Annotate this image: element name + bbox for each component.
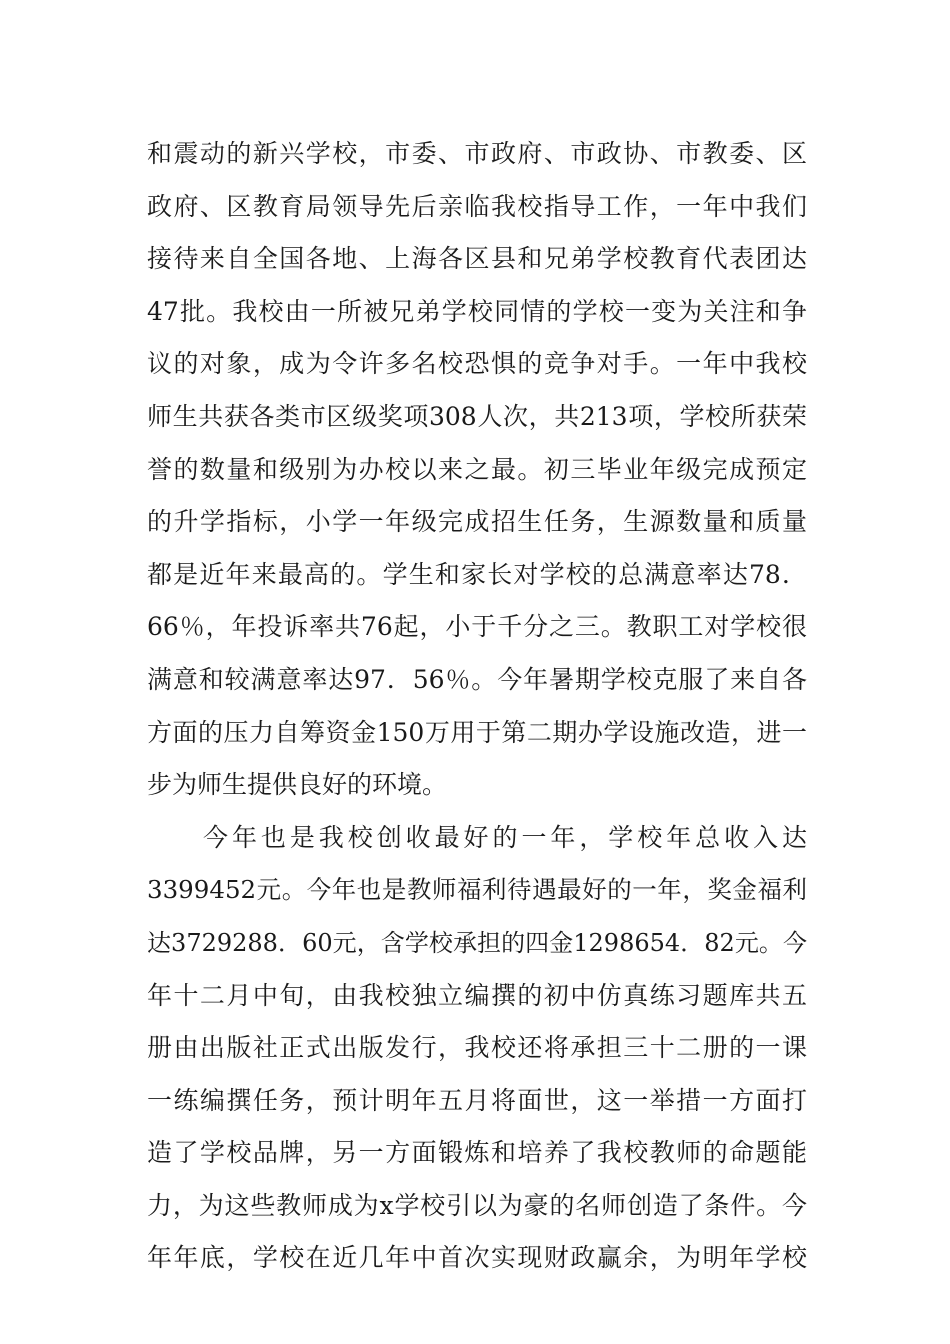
text-line: 力，为这些教师成为x学校引以为豪的名师创造了条件。今 — [147, 1190, 807, 1220]
text-line: 议的对象，成为令许多名校恐惧的竞争对手。一年中我校 — [147, 349, 807, 379]
text-line: 誉的数量和级别为办校以来之最。初三毕业年级完成预定 — [147, 454, 807, 484]
text-line: 步为师生提供良好的环境。 — [147, 770, 448, 800]
text-line: 一练编撰任务，预计明年五月将面世，这一举措一方面打 — [147, 1085, 807, 1115]
text-line: 年十二月中旬，由我校独立编撰的初中仿真练习题库共五 — [147, 980, 807, 1010]
text-line: 师生共获各类市区级奖项308人次，共213项，学校所获荣 — [147, 401, 807, 431]
text-line: 满意和较满意率达97．56％。今年暑期学校克服了来自各 — [147, 664, 807, 694]
text-line: 47批。我校由一所被兄弟学校同情的学校一变为关注和争 — [147, 296, 807, 326]
text-line: 都是近年来最高的。学生和家长对学校的总满意率达78． — [147, 559, 807, 589]
text-line: 册由出版社正式出版发行，我校还将承担三十二册的一课 — [147, 1033, 807, 1063]
text-line: 方面的压力自筹资金150万用于第二期办学设施改造，进一 — [147, 717, 807, 747]
text-line: 造了学校品牌，另一方面锻炼和培养了我校教师的命题能 — [147, 1138, 807, 1168]
text-line: 达3729288．60元，含学校承担的四金1298654．82元。今 — [147, 928, 807, 957]
text-line: 3399452元。今年也是教师福利待遇最好的一年，奖金福利 — [147, 875, 807, 905]
text-line: 和震动的新兴学校，市委、市政府、市政协、市教委、区 — [147, 139, 807, 168]
text-line: 年年底，学校在近几年中首次实现财政赢余，为明年学校 — [147, 1243, 807, 1273]
paragraph-start-line: 今年也是我校创收最好的一年，学校年总收入达 — [203, 822, 807, 852]
text-line: 的升学指标，小学一年级完成招生任务，生源数量和质量 — [147, 507, 807, 537]
text-line: 政府、区教育局领导先后亲临我校指导工作，一年中我们 — [147, 191, 807, 221]
text-line: 接待来自全国各地、上海各区县和兄弟学校教育代表团达 — [147, 244, 807, 274]
document-body — [147, 128, 807, 1285]
text-line: 66％，年投诉率共76起，小于千分之三。教职工对学校很 — [147, 612, 807, 642]
